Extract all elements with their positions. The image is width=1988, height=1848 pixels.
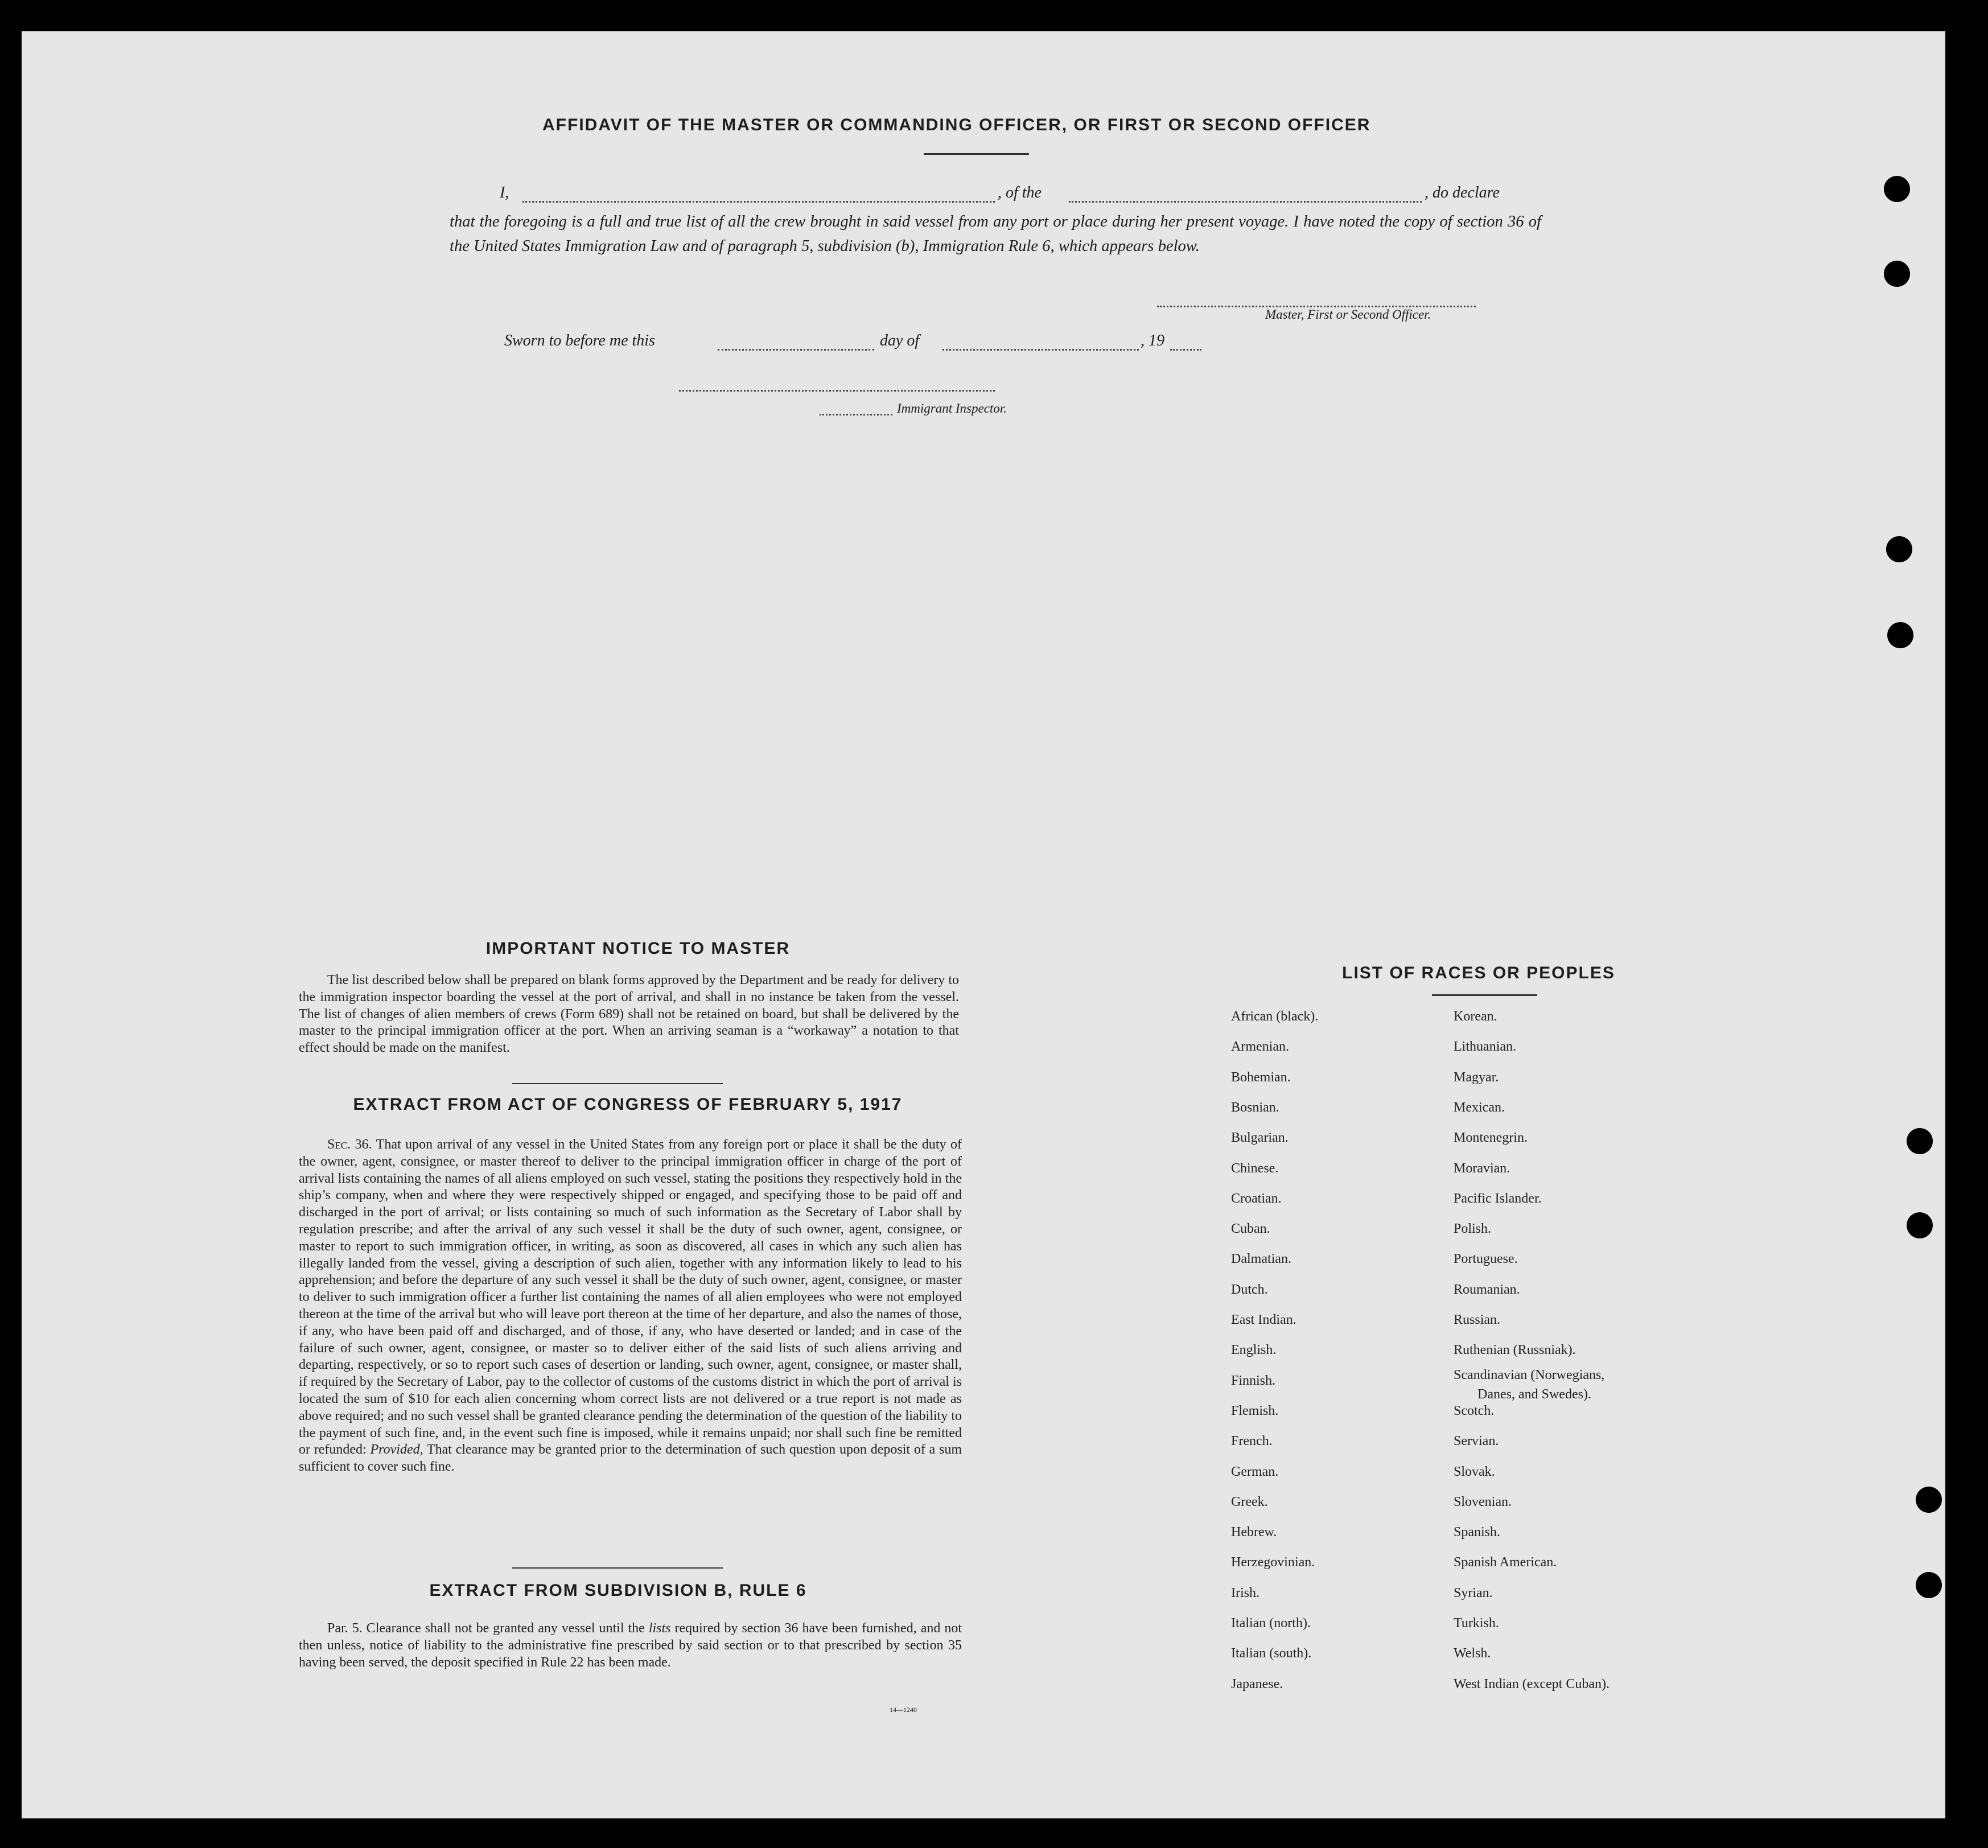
lists-word: lists (648, 1621, 671, 1636)
year-label: , 19 (1141, 332, 1164, 349)
race-item: Hebrew. (1231, 1525, 1277, 1540)
inspector-signature-line (679, 390, 995, 392)
affidavit-body: that the foregoing is a full and true list of all the crew brought in said vessel from any port or place during her present voyage. I have noted the copy of section 36 of the United States Immigration Law and of paragraph 5, subdivision (b), Immigration Rule 6, which appears below. (450, 213, 1541, 255)
race-item: East Indian. (1231, 1312, 1296, 1327)
race-item: Slovenian. (1454, 1494, 1512, 1509)
act-title: EXTRACT FROM ACT OF CONGRESS OF FEBRUARY 5, 1917 (353, 1095, 903, 1114)
race-item: Scotch. (1454, 1403, 1495, 1418)
punch-hole-5 (1907, 1128, 1933, 1154)
race-item: Flemish. (1231, 1403, 1279, 1418)
races-title: LIST OF RACES OR PEOPLES (1342, 964, 1615, 982)
race-item: Pacific Islander. (1454, 1191, 1542, 1206)
document-page (22, 31, 1945, 1818)
act-text-end: That clearance may be granted prior to the determination of such question upon deposit of a sum sufficient to cover such fine. (299, 1442, 962, 1475)
race-item: Finnish. (1231, 1373, 1276, 1388)
race-item: Spanish American. (1454, 1555, 1557, 1570)
race-item: Slovak. (1454, 1464, 1495, 1479)
race-item: Croatian. (1231, 1191, 1282, 1206)
race-item: Lithuanian. (1454, 1039, 1516, 1055)
name-blank (522, 201, 995, 203)
inspector-short-line (820, 414, 892, 415)
race-item: Japanese. (1231, 1676, 1283, 1691)
of-the-label: , of the (998, 184, 1042, 201)
notice-text: The list described below shall be prepared on blank forms approved by the Department and be ready for delivery to the immigration inspector boarding the vessel at the port of arrival, and shall in no instance be taken from the vessel. The list of changes of alien members of crews (Form 689) shall not be retained on board, but shall be delivered by the master to the principal immigration officer at the port. When an arriving seaman is a “workaway” a notation to that effect should be made on the manifest. (299, 973, 959, 1056)
punch-hole-3 (1886, 536, 1912, 562)
sworn-label: Sworn to before me this (504, 332, 655, 349)
race-item: Bosnian. (1231, 1100, 1279, 1115)
race-item: Armenian. (1231, 1039, 1289, 1055)
race-item: Spanish. (1454, 1525, 1501, 1540)
race-item: West Indian (except Cuban). (1454, 1676, 1610, 1691)
sworn-month-blank (942, 349, 1139, 351)
punch-hole-8 (1916, 1572, 1942, 1598)
affidavit-title: AFFIDAVIT OF THE MASTER OR COMMANDING OFFICER, OR FIRST OR SECOND OFFICER (542, 116, 1371, 134)
do-declare-label: , do declare (1425, 184, 1500, 201)
race-item: Servian. (1454, 1434, 1499, 1449)
form-number: 14—1240 (890, 1706, 917, 1714)
races-rule (1432, 994, 1537, 996)
rule-title: EXTRACT FROM SUBDIVISION B, RULE 6 (429, 1581, 807, 1600)
race-item: Herzegovinian. (1231, 1555, 1315, 1570)
rule-text-a: Par. 5. Clearance shall not be granted any vessel until the (327, 1621, 645, 1636)
race-item: Mexican. (1454, 1100, 1505, 1115)
rule-body (299, 1620, 962, 1671)
year-blank (1170, 349, 1201, 351)
declare-line (500, 184, 1541, 207)
sec-label: Sec. 36. (327, 1137, 372, 1152)
race-item: Bohemian. (1231, 1069, 1291, 1085)
act-body (299, 1137, 962, 1476)
sworn-line (504, 332, 1244, 355)
race-item: Roumanian. (1454, 1282, 1520, 1297)
race-item: Russian. (1454, 1312, 1501, 1327)
race-item: Portuguese. (1454, 1252, 1518, 1267)
punch-hole-2 (1884, 261, 1910, 287)
race-item: Ruthenian (Russniak). (1454, 1343, 1576, 1358)
race-item: Italian (south). (1231, 1646, 1312, 1661)
race-item: English. (1231, 1343, 1277, 1358)
race-item: Polish. (1454, 1221, 1492, 1237)
master-caption: Master, First or Second Officer. (1265, 307, 1431, 322)
i-label: I, (500, 184, 509, 201)
act-rule (512, 1567, 723, 1569)
vessel-blank (1069, 201, 1422, 203)
race-item: Greek. (1231, 1494, 1268, 1509)
race-item: Dutch. (1231, 1282, 1268, 1297)
race-item: Moravian. (1454, 1160, 1510, 1176)
race-item: Scandinavian (Norwegians, (1454, 1367, 1605, 1382)
notice-rule (512, 1083, 723, 1084)
punch-hole-1 (1884, 176, 1910, 202)
race-item: Bulgarian. (1231, 1130, 1289, 1146)
race-item: French. (1231, 1434, 1273, 1449)
rule-text-b: required by section 36 have been furnished, and not then unless, notice of liability to the administrative fine prescribed by said section or to that prescribed by section 35 having been served, the deposit specified in Rule 22 has been made. (299, 1621, 962, 1670)
race-item: Turkish. (1454, 1616, 1499, 1631)
act-text: That upon arrival of any vessel in the United States from any foreign port or place it shall be the duty of the owner, agent, consignee, or master thereof to deliver to the principal immigration officer in charge of the port of arrival lists containing the names of all aliens employed on such vessel, stating the positions they respectively hold in the ship’s company, when and where they were respectively shipped or engaged, and specifying those to be paid off and discharged in the port of arrival; or lists containing so much of such information as the Secretary of Labor shall by regulation prescribe; and after the arrival of any such vessel it shall be the duty of such owner, agent, consignee, or master to report to such immigration officer, in writing, as soon as discovered, all cases in which any such alien has illegally landed from the vessel, giving a description of such alien, together with any information likely to lead to his apprehension; and before the departure of any such vessel it shall be the duty of such owner, agent, consignee, or master to deliver to such immigration officer a further list containing the names of all alien employees who were not employed thereon at the time of the arrival but who will leave port thereon at the time of her departure, and also the names of those, if any, who have been paid off and discharged, and of those, if any, who have deserted or landed; and in case of the failure of such owner, agent, consignee, or master so to deliver either of the said lists of such aliens arriving and departing, respectively, or so to report such cases of desertion or landing, such owner, agent, consignee, or master shall, if required by the Secretary of Labor, pay to the collector of customs of the customs district in which the port of arrival is located the sum of $10 for each alien concerning whom correct lists are not delivered or a true report is not made as above required; and no such vessel shall be granted clearance pending the determination of the question of the liability to the payment of such fine, and, in the event such fine is imposed, while it remains unpaid; nor shall such fine be remitted or refunded: (299, 1137, 962, 1458)
title-rule (924, 153, 1029, 155)
day-of-label: day of (880, 332, 920, 349)
inspector-caption: Immigrant Inspector. (897, 401, 1007, 415)
race-item: German. (1231, 1464, 1279, 1479)
race-item: Italian (north). (1231, 1616, 1311, 1631)
race-item: Korean. (1454, 1009, 1497, 1024)
notice-body (299, 972, 959, 1057)
race-item: Montenegrin. (1454, 1130, 1528, 1146)
race-item: Dalmatian. (1231, 1252, 1291, 1267)
provided-word: Provided, (370, 1442, 423, 1458)
race-item: Cuban. (1231, 1221, 1270, 1237)
punch-hole-4 (1887, 622, 1913, 648)
race-item: Chinese. (1231, 1160, 1279, 1176)
punch-hole-7 (1916, 1487, 1942, 1513)
sworn-day-blank (718, 349, 874, 351)
punch-hole-6 (1907, 1212, 1933, 1238)
race-item: Magyar. (1454, 1069, 1499, 1085)
race-item: Syrian. (1454, 1585, 1493, 1600)
race-item: Irish. (1231, 1585, 1260, 1600)
race-item: Danes, and Swedes). (1477, 1386, 1591, 1402)
race-item: Welsh. (1454, 1646, 1491, 1661)
race-item: African (black). (1231, 1009, 1319, 1024)
notice-title: IMPORTANT NOTICE TO MASTER (485, 939, 791, 958)
